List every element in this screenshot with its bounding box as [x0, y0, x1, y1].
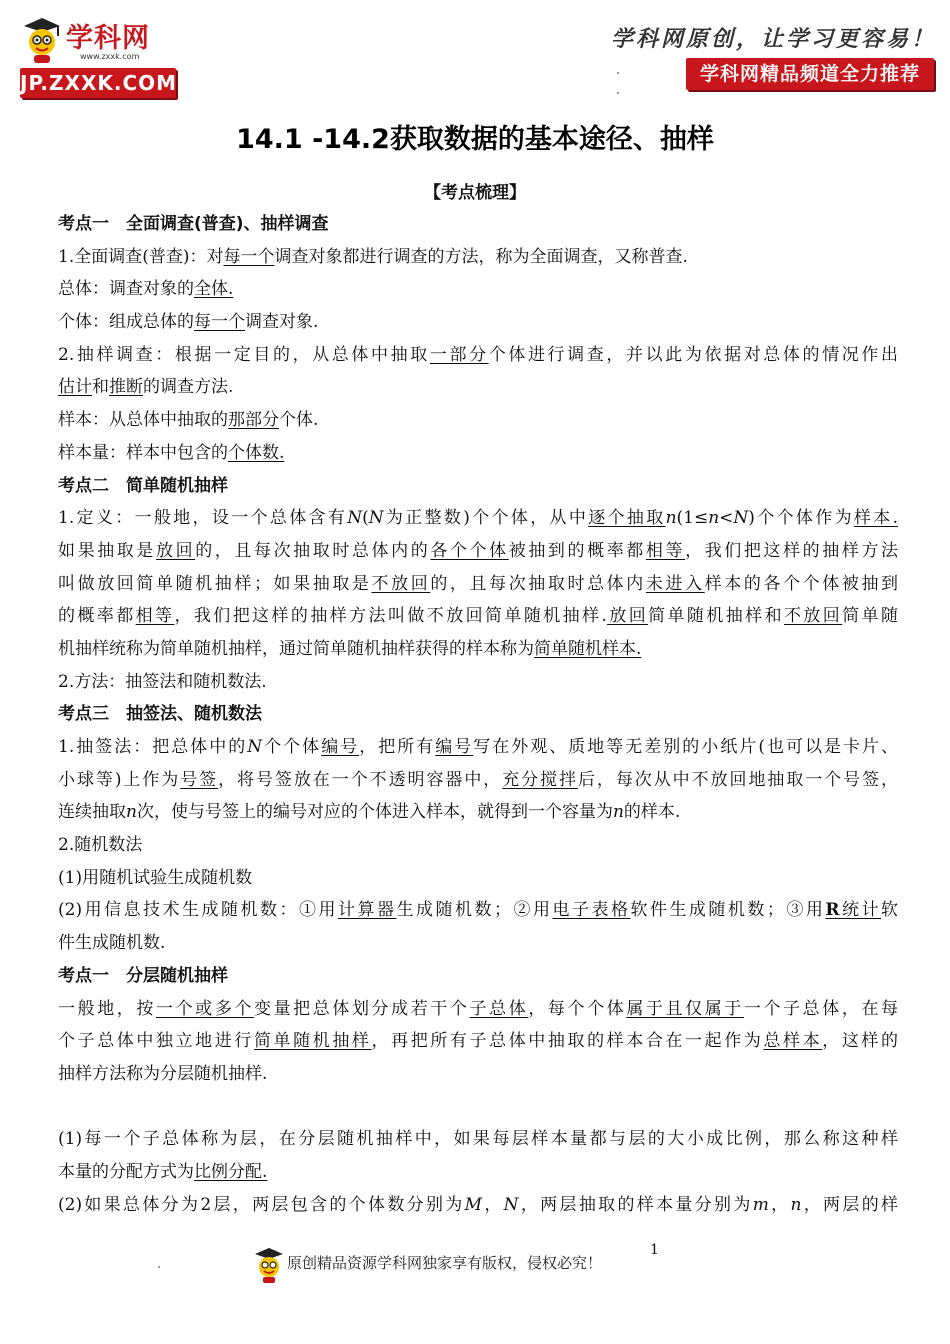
kp4-heading: 考点一 分层随机抽样	[58, 965, 228, 986]
kp1-line-1: 1.全面调查(普查)：对每一个调查对象都进行调查的方法，称为全面调查，又称普查.	[58, 246, 688, 267]
kp2-line-3: 叫做放回简单随机抽样；如果抽取是不放回的，且每次抽取时总体内未进入样本的各个个体被抽到	[58, 573, 899, 594]
kp1-heading: 考点一 全面调查(普查)、抽样调查	[58, 214, 329, 234]
logo-name: 学科网	[66, 23, 150, 54]
kp3-line-3: 连续抽取n次，使与号签上的编号对应的个体进入样本，就得到一个容量为n的样本.	[58, 802, 681, 823]
kp2-line-5: 机抽样统称为简单随机抽样，通过简单随机抽样获得的样本称为简单随机样本.	[58, 638, 642, 659]
kp3-line-4: 2.随机数法	[58, 835, 143, 856]
stray-dot	[617, 72, 619, 74]
kp1-line-5: 估计和推断的调查方法.	[58, 377, 234, 398]
kp2-line-1: 1.定义：一般地，设一个总体含有N(N为正整数)个个体，从中逐个抽取n(1≤n<N)个个体作为样本.	[58, 508, 898, 529]
kp3-line-2: 小球等)上作为号签，将号签放在一个不透明容器中，充分搅拌后，每次从中不放回地抽取一个号签，	[58, 769, 899, 790]
document-title: 14.1 -14.2获取数据的基本途径、抽样	[236, 124, 714, 155]
kp3-heading: 考点三 抽签法、随机数法	[58, 704, 262, 725]
kp3-line-5: (1)用随机试验生成随机数	[58, 867, 253, 888]
kp1-line-7: 样本量：样本中包含的个体数.	[58, 442, 285, 463]
kp3-line-1: 1.抽签法：把总体中的N个个体编号，把所有编号写在外观、质地等无差别的小纸片(也可以是卡片、	[58, 737, 899, 757]
kp3-line-6: (2)用信息技术生成随机数：①用计算器生成随机数；②用电子表格软件生成随机数；③用R统计软	[58, 900, 899, 921]
page-number: 1	[650, 1242, 659, 1258]
kp4-line-6: (2)如果总体分为2层，两层包含的个体数分别为M，N，两层抽取的样本量分别为m，n，两层的样	[58, 1194, 899, 1215]
zxxk-logo[interactable]	[20, 12, 190, 94]
kp2-line-6: 2.方法：抽签法和随机数法.	[58, 671, 267, 692]
blank-line	[58, 1091, 898, 1124]
kp4-line-5: 本量的分配方式为比例分配.	[58, 1161, 268, 1182]
kp2-heading: 考点二 简单随机抽样	[58, 475, 228, 496]
kp4-line-1: 一般地，按一个或多个变量把总体划分成若干个子总体，每个个体属于且仅属于一个子总体，在每	[58, 998, 899, 1019]
logo-url: www.zxxk.com	[80, 52, 140, 61]
section-title: 【考点梳理】	[424, 183, 526, 203]
stray-dot	[158, 1266, 160, 1268]
kp1-line-4: 2.抽样调查：根据一定目的，从总体中抽取一部分个体进行调查，并以此为依据对总体的情况作出	[58, 344, 898, 365]
kp4-line-4: (1)每一个子总体称为层，在分层随机抽样中，如果每层样本量都与层的大小成比例，那么称这种样	[58, 1129, 898, 1150]
recommend-banner[interactable]: 学科网精品频道全力推荐	[686, 58, 934, 90]
document-body	[58, 208, 898, 1221]
page-header	[0, 0, 950, 100]
kp1-line-6: 样本：从总体中抽取的那部分个体.	[58, 410, 319, 431]
kp1-line-2: 总体：调查对象的全体.	[58, 279, 234, 300]
copyright-notice: 原创精品资源学科网独家享有版权，侵权必究！	[287, 1254, 603, 1272]
header-slogan: 学科网原创，让学习更容易！	[610, 26, 936, 52]
mascot-icon	[252, 1244, 286, 1284]
logo-banner: JP.ZXXK.COM	[20, 68, 176, 98]
page-footer	[0, 1236, 950, 1296]
kp1-line-3: 个体：组成总体的每一个调查对象.	[58, 312, 319, 333]
stray-dot	[617, 92, 619, 94]
mascot-icon	[20, 12, 64, 64]
kp2-line-4: 的概率都相等，我们把这样的抽样方法叫做不放回简单随机抽样.放回简单随机抽样和不放回简单随	[58, 606, 899, 627]
kp3-line-7: 件生成随机数.	[58, 933, 166, 954]
kp2-line-2: 如果抽取是放回的，且每次抽取时总体内的各个个体被抽到的概率都相等，我们把这样的抽样方法	[58, 540, 899, 561]
kp4-line-3: 抽样方法称为分层随机抽样.	[58, 1063, 268, 1084]
kp4-line-2: 个子总体中独立地进行简单随机抽样，再把所有子总体中抽取的样本合在一起作为总样本，这样的	[58, 1031, 899, 1052]
